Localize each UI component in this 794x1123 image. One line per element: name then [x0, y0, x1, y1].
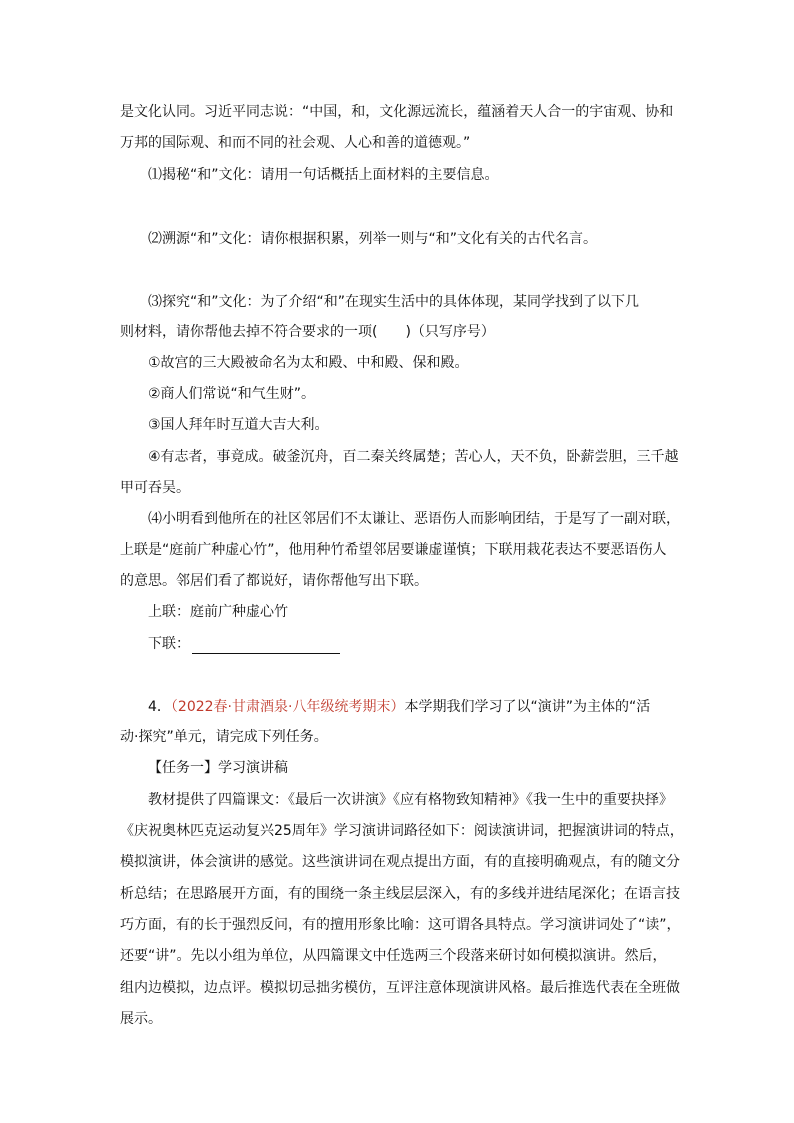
- question-source: （2022春·甘肃酒泉·八年级统考期末）: [170, 699, 405, 715]
- task-1-para-line-7: 组内边模拟，边点评。模拟切忌拙劣模仿，互评注意体现演讲风格。最后推选代表在全班做: [120, 980, 680, 996]
- answer-blank[interactable]: [192, 637, 340, 654]
- sub-question-4-line-3: 的意思。邻居们看了都说好，请你帮他写出下联。: [120, 573, 428, 589]
- couplet-lower: [148, 634, 690, 654]
- task-1-para-line-1: 教材提供了四篇课文：《最后一次讲演》《应有格物致知精神》《我一生中的重要抉择》: [148, 792, 673, 808]
- task-1-para-line-6: 还要“讲”。先以小组为单位，从四篇课文中任选两三个段落来研讨如何模拟演讲。然后，: [120, 948, 667, 964]
- question-4-line-1: [148, 697, 690, 717]
- option-1: ①故宫的三大殿被命名为太和殿、中和殿、保和殿。: [148, 355, 469, 371]
- question-number: 4．: [148, 699, 171, 715]
- passage-line-2: 万邦的国际观、和而不同的社会观、人心和善的道德观。”: [120, 135, 471, 151]
- sub-question-1: ⑴揭秘“和”文化：请用一句话概括上面材料的主要信息。: [148, 167, 499, 183]
- couplet-upper: 上联：庭前广种虚心竹: [148, 604, 288, 620]
- task-1-para-line-4: 析总结；在思路展开方面，有的围绕一条主线层层深入，有的多线并进结尾深化；在语言技: [120, 886, 680, 902]
- question-4-line-2: 动·探究”单元，请完成下列任务。: [120, 729, 328, 745]
- sub-question-4-line-2: 上联是“庭前广种虚心竹”，他用种竹希望邻居要谦虚谨慎；下联用栽花表达不要恶语伤人: [120, 542, 667, 558]
- task-1-para-line-8: 展示。: [120, 1011, 162, 1027]
- task-1-para-line-5: 巧方面，有的长于强烈反问，有的擅用形象比喻：这可谓各具特点。学习演讲词处了“读”，: [120, 917, 681, 933]
- option-4-line-2: 甲可吞吴。: [120, 480, 190, 496]
- task-1-para-line-2: 《庆祝奥林匹克运动复兴25周年》学习演讲词路径如下：阅读演讲词，把握演讲词的特点，: [120, 823, 684, 839]
- option-4-line-1: ④有志者，事竟成。破釜沉舟，百二秦关终属楚；苦心人，天不负，卧薪尝胆，三千越: [148, 449, 679, 465]
- option-2: ②商人们常说“和气生财”。: [148, 386, 316, 402]
- task-1-heading: 【任务一】学习演讲稿: [148, 760, 288, 776]
- question-4-text: 本学期我们学习了以“演讲”为主体的“活: [404, 699, 651, 715]
- task-1-para-line-3: 模拟演讲，体会演讲的感觉。这些演讲词在观点提出方面，有的直接明确观点，有的随文分: [120, 854, 680, 870]
- sub-question-3-line-2: 则材料，请你帮他去掉不符合要求的一项( )（只写序号）: [120, 324, 495, 340]
- option-3: ③国人拜年时互道大吉大利。: [148, 417, 329, 433]
- sub-question-3-line-1: ⑶探究“和”文化：为了介绍“和”在现实生活中的具体体现，某同学找到了以下几: [148, 294, 640, 310]
- sub-question-2: ⑵溯源“和”文化：请你根据积累，列举一则与“和”文化有关的古代名言。: [148, 231, 598, 247]
- couplet-lower-label: 下联：: [148, 636, 190, 652]
- sub-question-4-line-1: ⑷小明看到他所在的社区邻居们不太谦让、恶语伤人而影响团结，于是写了一副对联，: [148, 511, 680, 527]
- passage-line-1: 是文化认同。习近平同志说：“中国，和，文化源远流长，蕴涵着天人合一的宇宙观、协和: [120, 104, 674, 120]
